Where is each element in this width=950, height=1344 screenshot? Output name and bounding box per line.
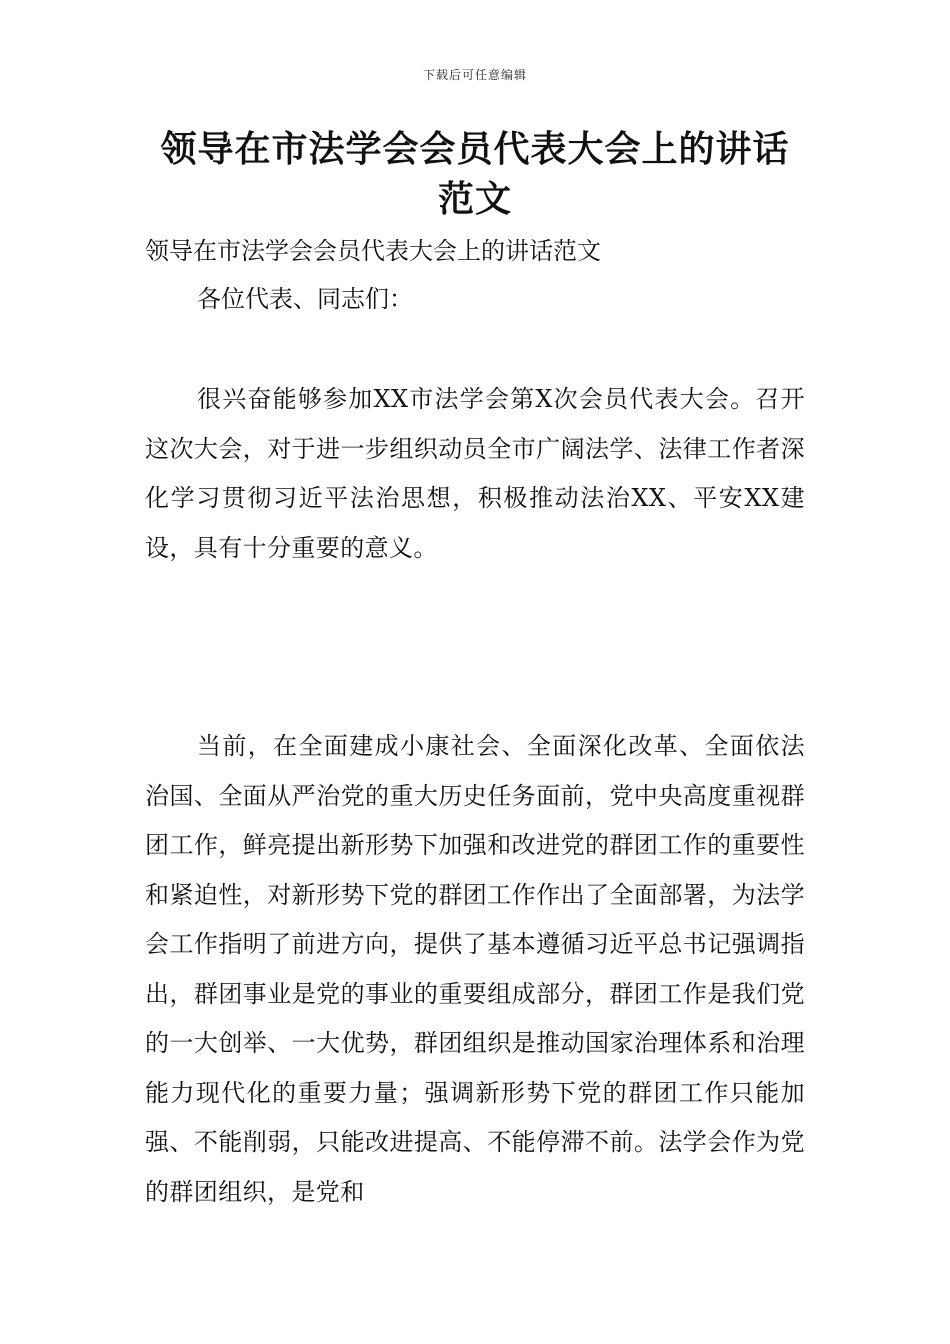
page-header-note: 下载后可任意编辑 — [422, 68, 527, 82]
paragraph-current-situation: 当前，在全面建成小康社会、全面深化改革、全面依法治国、全面从严治党的重大历史任务面前，党中央高度重视群团工作，鲜亮提出新形势下加强和改进党的群团工作的重要性和紧迫性，对新形势下党的群团工作作出了全面部署，为法学会工作指明了前进方向，提供了基本遵循习近平总书记强调指出，群团事业是党的事业的重要组成部分，群团工作是我们党的一大创举、一大优势，群团组织是推动国家治理体系和治理能力现代化的重要力量；强调新形势下党的群团工作只能加强、不能削弱，只能改进提高、不能停滞不前。法学会作为党的群团组织，是党和 — [145, 732, 805, 1206]
document-title: 领导在市法学会会员代表大会上的讲话范文 — [160, 128, 790, 220]
salutation: 各位代表、同志们： — [197, 285, 413, 313]
paragraph-opening: 很兴奋能够参加XX市法学会第X次会员代表大会。召开这次大会，对于进一步组织动员全市广阔法学、法律工作者深化学习贯彻习近平法治思想，积极推动法治XX、平安XX建设，具有十分重要的意义。 — [145, 385, 805, 562]
document-subtitle: 领导在市法学会会员代表大会上的讲话范文 — [145, 237, 601, 265]
